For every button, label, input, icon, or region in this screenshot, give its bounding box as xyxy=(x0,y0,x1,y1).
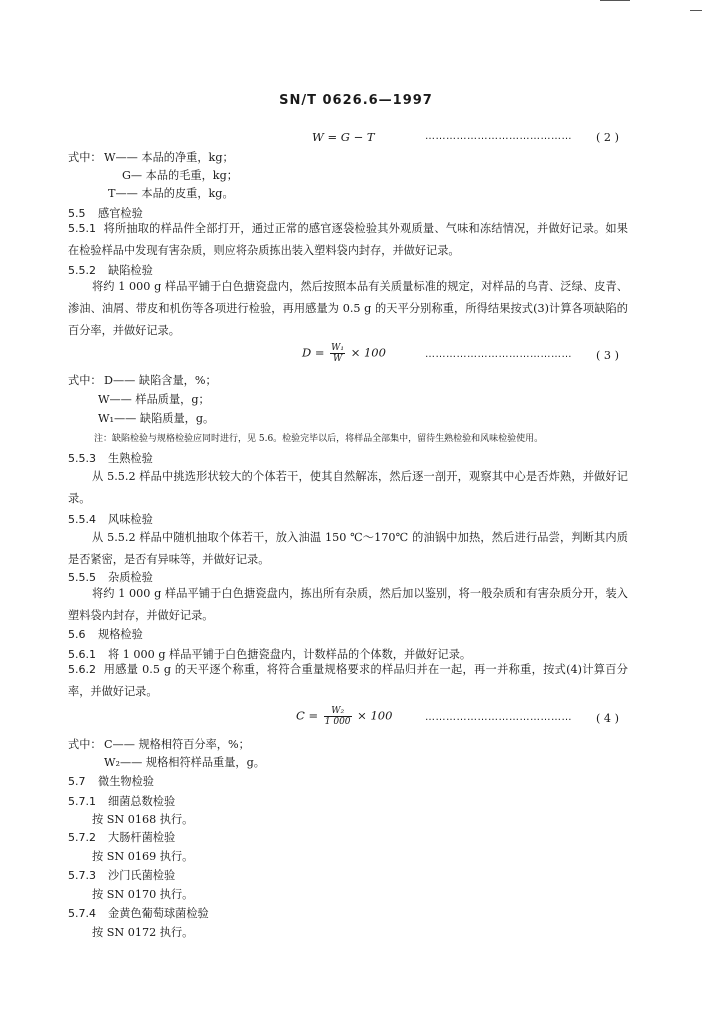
equation-4-number: ( 4 ) xyxy=(596,712,619,725)
section-5-7-number: 5.7 xyxy=(68,775,86,788)
section-5-5-3-title: 生熟检验 xyxy=(108,452,153,465)
section-5-7-2-text: 按 SN 0169 执行。 xyxy=(92,850,194,863)
section-5-5-3-text: 从 5.5.2 样品中挑选形状较大的个体若干，使其自然解冻，然后逐一剖开，观察其中心是否炸熟，并做好记录。 xyxy=(68,470,628,505)
section-5-6-1-number: 5.6.1 xyxy=(68,648,96,661)
section-5-7-1-text: 按 SN 0168 执行。 xyxy=(92,813,194,826)
equation-2: W = G − T xyxy=(312,130,375,144)
where-2-line-2: G— 本品的毛重，kg； xyxy=(122,169,238,182)
section-5-7-3-number: 5.7.3 xyxy=(68,869,96,882)
equation-4-denominator: 1 000 xyxy=(324,717,351,727)
where-4-prefix: 式中： xyxy=(68,738,102,751)
section-5-5-5-text: 将约 1 000 g 样品平铺于白色搪瓷盘内，拣出所有杂质，然后加以鉴别，将一般杂质和有害杂质分开，装入塑料袋内封存，并做好记录。 xyxy=(68,587,628,622)
section-5-5-1 xyxy=(68,218,628,262)
section-5-5-2-text: 将约 1 000 g 样品平铺于白色搪瓷盘内，然后按照本品有关质量标准的规定，对样品的乌青、泛绿、皮青、渗油、油屑、带皮和机伤等各项进行检验，再用感量为 0.5 g 的天平分别称重，所得结果按式(3)计算各项缺陷的百分率，并做好记录。 xyxy=(68,280,628,337)
section-5-7-1-number: 5.7.1 xyxy=(68,795,96,808)
equation-4 xyxy=(296,706,392,727)
section-5-7-4-text: 按 SN 0172 执行。 xyxy=(92,926,194,939)
section-5-7-title: 微生物检验 xyxy=(98,775,154,788)
where-4-line-1: C—— 规格相符百分率，%； xyxy=(104,738,250,751)
section-5-7-2-number: 5.7.2 xyxy=(68,831,96,844)
section-5-5-5-title: 杂质检验 xyxy=(108,571,153,584)
equation-3-fraction xyxy=(330,343,345,364)
section-5-5-1-text: 将所抽取的样品件全部打开，通过正常的感官逐袋检验其外观质量、气味和冻结情况，并做好记录。如果在检验样品中发现有害杂质，则应将杂质拣出装入塑料袋内封存，并做好记录。 xyxy=(68,222,628,257)
standard-header: SN/T 0626.6—1997 xyxy=(279,93,433,108)
equation-4-numerator: W₂ xyxy=(324,706,352,717)
equation-4-lhs: C = xyxy=(296,708,319,723)
section-5-7-1-title: 细菌总数检验 xyxy=(108,795,176,808)
equation-3-number: ( 3 ) xyxy=(596,349,619,362)
scan-mark xyxy=(690,10,702,11)
equation-3 xyxy=(302,343,386,364)
equation-4-leader: …………………………………… xyxy=(425,712,572,723)
where-3-prefix: 式中： xyxy=(68,374,102,387)
section-5-7-3-text: 按 SN 0170 执行。 xyxy=(92,888,194,901)
where-3-line-1: D—— 缺陷含量，%； xyxy=(104,374,217,387)
equation-3-rhs: × 100 xyxy=(350,345,386,360)
equation-2-leader: …………………………………… xyxy=(425,131,572,142)
where-4-line-2: W₂—— 规格相符样品重量，g。 xyxy=(104,756,265,769)
scan-mark xyxy=(600,0,630,1)
section-5-6-2 xyxy=(68,659,628,703)
section-5-5-3-number: 5.5.3 xyxy=(68,452,96,465)
section-5-7-2-title: 大肠杆菌检验 xyxy=(108,831,176,844)
section-5-7-4-title: 金黄色葡萄球菌检验 xyxy=(108,907,209,920)
section-5-5-2-number: 5.5.2 xyxy=(68,264,96,277)
section-5-5-5-number: 5.5.5 xyxy=(68,571,96,584)
note-5-5-2: 注：缺陷检验与规格检验应同时进行，见 5.6。检验完毕以后，将样品全部集中，留待生熟检验和风味检验使用。 xyxy=(94,434,544,444)
section-5-6-number: 5.6 xyxy=(68,628,86,641)
where-2-line-1: W—— 本品的净重，kg； xyxy=(104,151,234,164)
section-5-5-title: 感官检验 xyxy=(98,207,143,220)
equation-3-leader: …………………………………… xyxy=(425,349,572,360)
equation-4-rhs: × 100 xyxy=(357,708,393,723)
section-5-5-4-number: 5.5.4 xyxy=(68,513,96,526)
equation-3-numerator: W₁ xyxy=(331,343,345,353)
equation-3-lhs: D = xyxy=(302,345,325,360)
where-3-line-2: W—— 样品质量，g； xyxy=(98,393,210,406)
where-2-prefix: 式中： xyxy=(68,151,102,164)
where-2-line-3: T—— 本品的皮重，kg。 xyxy=(108,187,234,200)
section-5-5-number: 5.5 xyxy=(68,207,86,220)
section-5-7-4-number: 5.7.4 xyxy=(68,907,96,920)
section-5-7-3-title: 沙门氏菌检验 xyxy=(108,869,176,882)
section-5-5-4-text: 从 5.5.2 样品中随机抽取个体若干，放入油温 150 ℃～170℃ 的油锅中加热，然后进行品尝，判断其内质是否紧密，是否有异味等，并做好记录。 xyxy=(68,531,628,566)
section-5-6-2-text: 用感量 0.5 g 的天平逐个称重，将符合重量规格要求的样品归并在一起，再一并称重，按式(4)计算百分率，并做好记录。 xyxy=(68,663,628,698)
equation-2-number: ( 2 ) xyxy=(596,131,619,144)
section-5-5-1-number: 5.5.1 xyxy=(68,222,96,235)
section-5-5-4-title: 风味检验 xyxy=(108,513,153,526)
where-3-line-3: W₁—— 缺陷质量，g。 xyxy=(98,412,215,425)
equation-3-denominator: W xyxy=(332,354,343,364)
section-5-6-2-number: 5.6.2 xyxy=(68,663,96,676)
section-5-5-2-title: 缺陷检验 xyxy=(108,264,153,277)
section-5-6-1-text: 将 1 000 g 样品平铺于白色搪瓷盘内，计数样品的个体数，并做好记录。 xyxy=(108,648,472,661)
section-5-6-title: 规格检验 xyxy=(98,628,143,641)
equation-4-fraction xyxy=(324,706,352,727)
